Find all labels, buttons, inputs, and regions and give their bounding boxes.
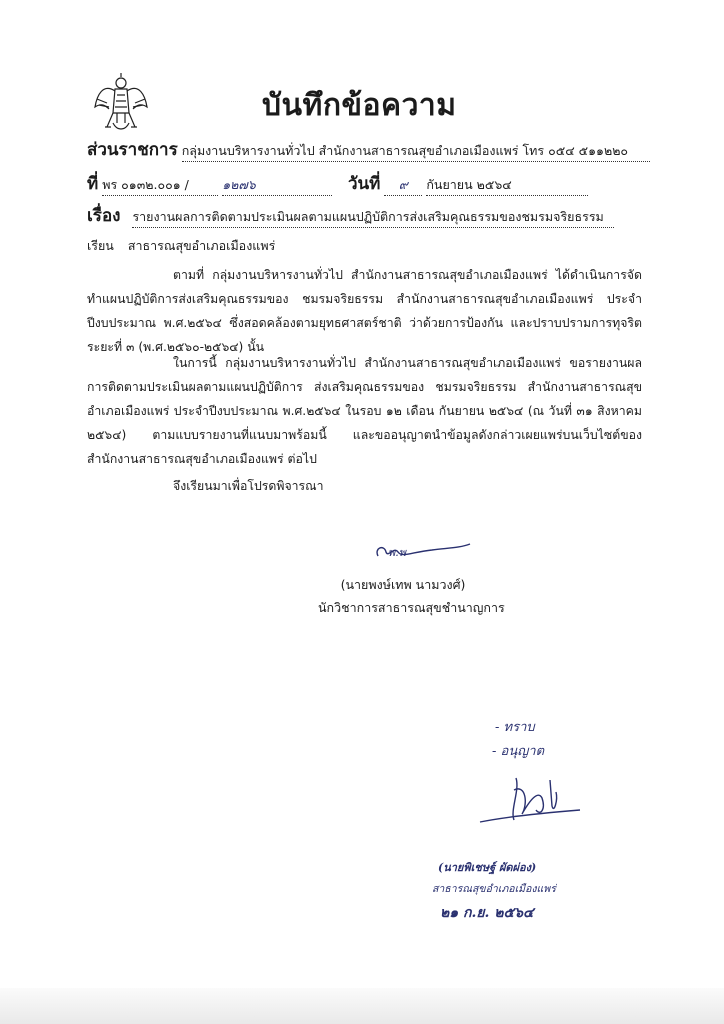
body-paragraph-1: ตามที่ กลุ่มงานบริหารงานทั่วไป สำนักงานสาธารณสุขอำเภอเมืองแพร่ ได้ดำเนินการจัดทำแผนปฏิบัติการส่งเสริมคุณธรรมของ ชมรมจริยธรรม สำนักงานสาธารณสุขอำเภอเมืองแพร่ ประจำปีงบประมาณ พ.ศ.๒๕๖๔ ซึ่งสอดคล้องตามยุทธศาสตร์ชาติ ว่าด้วยการป้องกัน และปราบปรามการทุจริตระยะที่ ๓ (พ.ศ.๒๕๖๐-๒๕๖๔) นั้น — [87, 268, 642, 354]
reference-number: ๑๒๗๖ — [222, 175, 332, 196]
garuda-emblem-icon — [93, 73, 149, 135]
approver-signature-icon — [470, 770, 590, 830]
signer-name: (นายพงษ์เทพ นามวงศ์) — [340, 577, 466, 592]
signature-scribble-icon — [372, 538, 472, 568]
agency-row — [87, 136, 650, 163]
agency-value: กลุ่มงานบริหารงานทั่วไป สำนักงานสาธารณสุขอำเภอเมืองแพร่ โทร ๐๕๔ ๕๑๑๒๒๐ — [182, 141, 650, 162]
date-row — [348, 170, 588, 197]
memo-title: บันทึกข้อความ — [262, 88, 457, 123]
approval-date-stamp: ๒๑ ก.ย. ๒๕๖๔ — [440, 905, 534, 921]
subject-label: เรื่อง — [87, 206, 121, 226]
signature-initials: พ.พ — [388, 546, 406, 559]
salutation-label: เรียน — [87, 238, 114, 253]
reference-label: ที่ — [87, 174, 99, 194]
approver-position: สาธารณสุขอำเภอเมืองแพร่ — [432, 883, 556, 895]
reference-value: พร ๐๑๓๒.๐๐๑ / — [102, 175, 218, 196]
date-day: ๙ — [384, 175, 422, 196]
salutation-row — [87, 236, 275, 256]
subject-value: รายงานผลการติดตามประเมินผลตามแผนปฏิบัติการส่งเสริมคุณธรรมของชมรมจริยธรรม — [132, 207, 614, 228]
date-label: วันที่ — [348, 174, 381, 194]
body-paragraph-2: ในการนี้ กลุ่มงานบริหารงานทั่วไป สำนักงานสาธารณสุขอำเภอเมืองแพร่ ขอรายงานผลการติดตามประเมินผลตามแผนปฏิบัติการ ส่งเสริมคุณธรรมของ ชมรมจริยธรรม สำนักงานสาธารณสุขอำเภอเมืองแพร่ ประจำปีงบประมาณ พ.ศ.๒๕๖๔ ในรอบ ๑๒ เดือน กันยายน ๒๕๖๔ (ณ วันที่ ๓๑ สิงหาคม ๒๕๖๔) ตามแบบรายงานที่แนบมาพร้อมนี้ และขออนุญาตนำข้อมูลดังกล่าวเผยแพร่บนเว็บไซต์ของ สำนักงานสาธารณสุขอำเภอเมืองแพร่ ต่อไป — [87, 356, 642, 466]
agency-label: ส่วนราชการ — [87, 140, 178, 160]
approval-note-permitted: - อนุญาต — [492, 744, 545, 759]
reference-row — [87, 170, 332, 197]
approver-name: (นายพิเชษฐ์ ผัดผ่อง) — [438, 861, 537, 874]
approval-note-acknowledged: - ทราบ — [495, 720, 535, 735]
subject-row — [87, 202, 614, 229]
closing-line: จึงเรียนมาเพื่อโปรดพิจารณา — [173, 479, 324, 493]
signer-position: นักวิชาการสาธารณสุขชำนาญการ — [318, 600, 505, 615]
salutation-value: สาธารณสุขอำเภอเมืองแพร่ — [127, 238, 276, 253]
date-rest: กันยายน ๒๕๖๔ — [426, 175, 588, 196]
